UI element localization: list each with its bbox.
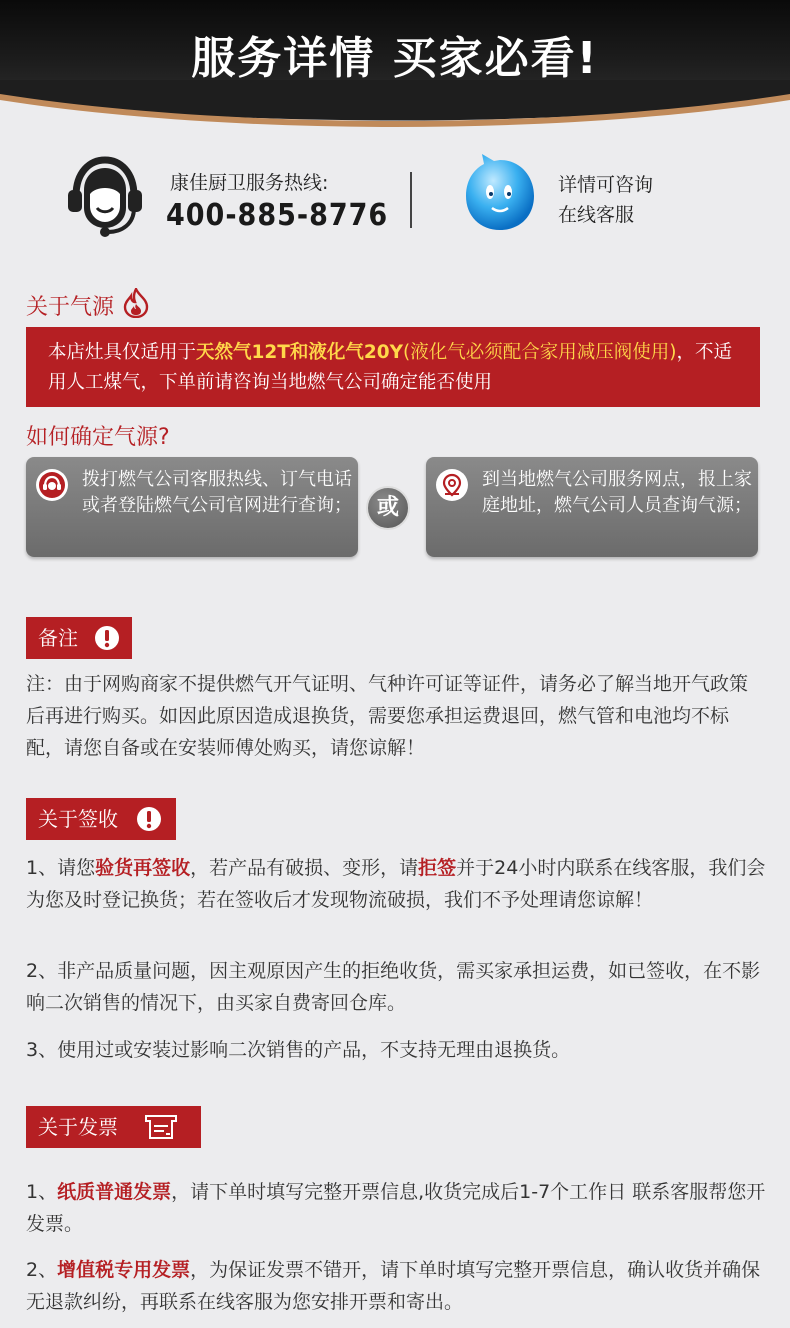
receipt-item1-c: ，若产品有破损、变形，请 — [190, 857, 419, 879]
invoice-item1-c: ，请下单时填写完整开票信息,收货完成后1-7个工作日 联系客服帮您开发票。 — [26, 1181, 766, 1235]
invoice-item-1 — [26, 1176, 766, 1240]
receipt-item1-a: 1、请您 — [26, 857, 96, 879]
gas-source-heading-label: 关于气源 — [26, 295, 115, 320]
flame-icon — [123, 288, 149, 318]
customer-service-icon — [36, 469, 68, 501]
online-service-bubble-icon[interactable] — [462, 154, 538, 234]
receipt-item-2: 2、非产品质量问题，因主观原因产生的拒绝收货，需买家承担运费，如已签收，在不影响二次销售的情况下，由买家自费寄回仓库。 — [26, 960, 761, 1014]
invoice-tag — [26, 1106, 201, 1148]
gas-notice-prefix: 本店灶具仅适用于 — [48, 342, 197, 363]
hotline-divider — [410, 172, 412, 228]
online-service-line1[interactable]: 详情可咨询 — [558, 174, 654, 196]
option2-text: 到当地燃气公司服务网点，报上家庭地址，燃气公司人员查询气源； — [482, 469, 752, 516]
hotline-label: 康佳厨卫服务热线: — [170, 172, 329, 194]
page-header — [0, 0, 790, 140]
how-to-determine-heading: 如何确定气源? — [26, 425, 170, 450]
gas-notice-rest: ，不适用人工煤气，下单前请咨询当地燃气公司确定能否使用 — [48, 342, 732, 393]
option-card-hotline — [26, 457, 358, 557]
gas-source-heading — [26, 288, 149, 321]
receipt-item1-e: 并于24小时内联系在线客服，我们会为您及时登记换货；若在签收后才发现物流破损，我们不予处理请您谅解！ — [26, 857, 766, 911]
receipt-item1-d: 拒签 — [418, 857, 457, 879]
location-pin-icon — [436, 469, 468, 501]
note-paragraph: 注：由于网购商家不提供燃气开气证明、气种许可证等证件，请务必了解当地开气政策后再进行购买。如因此原因造成退换货，需要您承担运费退回，燃气管和电池均不标配，请您自备或在安装师傅处购买，请您谅解！ — [26, 673, 749, 759]
hotline-section — [0, 150, 790, 240]
exclamation-icon — [136, 806, 162, 832]
invoice-tag-label: 关于发票 — [38, 1115, 118, 1139]
gas-source-notice-box — [26, 327, 760, 407]
invoice-item2-c: ，为保证发票不错开，请下单时填写完整开票信息，确认收货并确保无退款纠纷，再联系在线客服为您安排开票和寄出。 — [26, 1259, 761, 1313]
invoice-item-2 — [26, 1254, 766, 1318]
note-tag — [26, 617, 132, 659]
invoice-item2-a: 2、 — [26, 1259, 58, 1281]
gas-notice-highlight: 天然气12T和液化气20Y — [196, 342, 404, 363]
receipt-item1-b: 验货再签收 — [95, 857, 191, 879]
receipt-item-3: 3、使用过或安装过影响二次销售的产品，不支持无理由退换货。 — [26, 1039, 571, 1061]
exclamation-icon — [94, 625, 120, 651]
receipt-tag — [26, 798, 176, 840]
invoice-item2-b: 增值税专用发票 — [57, 1259, 191, 1281]
gas-notice-yellow-tail: (液化气必须配合家用减压阀使用) — [403, 342, 677, 363]
option-card-service-point — [426, 457, 758, 557]
online-service-line2[interactable]: 在线客服 — [558, 204, 635, 226]
option1-text: 拨打燃气公司客服热线、订气电话或者登陆燃气公司官网进行查询； — [82, 469, 352, 516]
receipt-tag-label: 关于签收 — [38, 807, 118, 831]
invoice-item1-a: 1、 — [26, 1181, 58, 1203]
note-tag-label: 备注 — [38, 626, 78, 650]
header-wave-decoration — [0, 80, 790, 140]
invoice-item1-b: 纸质普通发票 — [57, 1181, 172, 1203]
hotline-number[interactable]: 400-885-8776 — [166, 198, 389, 233]
receipt-item-1 — [26, 852, 766, 916]
headset-icon — [68, 156, 142, 238]
invoice-icon — [144, 1114, 178, 1140]
or-separator: 或 — [366, 486, 410, 530]
page-title: 服务详情 买家必看! — [191, 33, 599, 84]
